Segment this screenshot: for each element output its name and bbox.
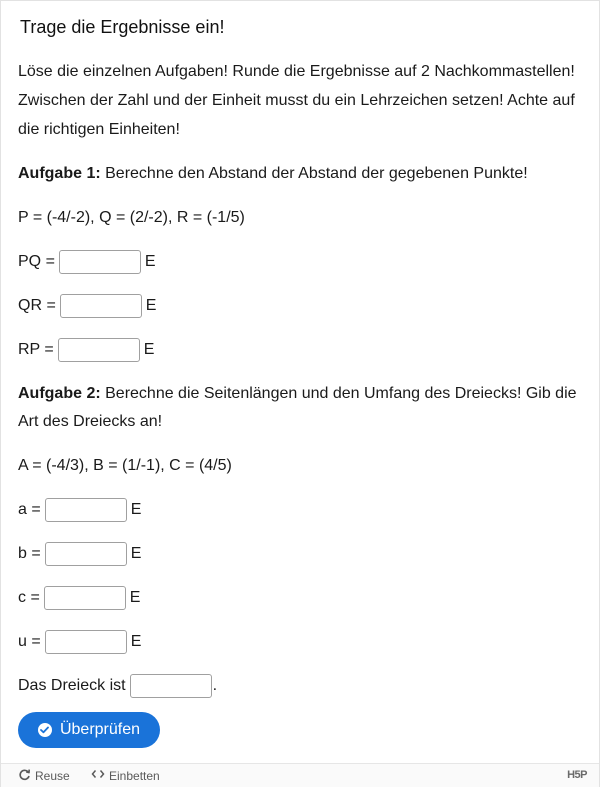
task1-label: Aufgabe 1: [18, 165, 101, 182]
c-label: c = [18, 589, 40, 606]
b-label: b = [18, 545, 41, 562]
code-icon [91, 768, 105, 783]
a-label: a = [18, 501, 41, 518]
embed-link[interactable] [91, 768, 160, 783]
check-circle-icon [38, 723, 52, 737]
rp-row [18, 336, 588, 364]
c-input[interactable] [44, 586, 126, 610]
a-row [18, 496, 588, 524]
qr-row [18, 292, 588, 320]
triangle-suffix: . [212, 677, 218, 694]
intro-text: Löse die einzelnen Aufgaben! Runde die Ergebnisse auf 2 Nachkommastellen! Zwischen der Zahl und der Einheit musst du ein Lehrzeichen setzen! Achte auf die richtigen Einheiten! [18, 63, 575, 138]
u-unit: E [130, 633, 142, 650]
b-unit: E [130, 545, 142, 562]
task2-points: A = (-4/3), B = (1/-1), C = (4/5) [18, 457, 232, 474]
h5p-logo[interactable]: H5P [567, 769, 587, 781]
pq-row [18, 248, 588, 276]
footer-bar [1, 763, 599, 787]
rp-unit: E [143, 341, 155, 358]
task1-heading [18, 160, 588, 188]
qr-input[interactable] [60, 294, 142, 318]
triangle-row [18, 672, 588, 700]
task2-text: Berechne die Seitenlängen und den Umfang des Dreiecks! Gib die Art des Dreiecks an! [18, 385, 577, 430]
task1-text: Berechne den Abstand der Abstand der gegebenen Punkte! [100, 165, 528, 182]
b-input[interactable] [45, 542, 127, 566]
task-title: Trage die Ergebnisse ein! [20, 17, 225, 37]
check-button-label: Überprüfen [59, 721, 141, 738]
pq-input[interactable] [59, 250, 141, 274]
rp-input[interactable] [58, 338, 140, 362]
rp-label: RP = [18, 341, 54, 358]
b-row [18, 540, 588, 568]
a-unit: E [130, 501, 142, 518]
reuse-link[interactable] [18, 768, 70, 784]
triangle-label: Das Dreieck ist [18, 677, 126, 694]
qr-label: QR = [18, 297, 56, 314]
pq-label: PQ = [18, 253, 55, 270]
u-input[interactable] [45, 630, 127, 654]
task2-label: Aufgabe 2: [18, 385, 101, 402]
triangle-type-input[interactable] [130, 674, 212, 698]
task1-points: P = (-4/-2), Q = (2/-2), R = (-1/5) [18, 209, 245, 226]
c-row [18, 584, 588, 612]
u-label: u = [18, 633, 41, 650]
a-input[interactable] [45, 498, 127, 522]
pq-unit: E [144, 253, 156, 270]
check-button[interactable] [18, 712, 160, 748]
reuse-label: Reuse [35, 769, 70, 783]
u-row [18, 628, 588, 656]
qr-unit: E [145, 297, 157, 314]
task2-heading [18, 380, 588, 436]
reuse-icon [18, 768, 31, 784]
c-unit: E [129, 589, 141, 606]
task-content [18, 57, 588, 700]
embed-label: Einbetten [109, 768, 160, 783]
